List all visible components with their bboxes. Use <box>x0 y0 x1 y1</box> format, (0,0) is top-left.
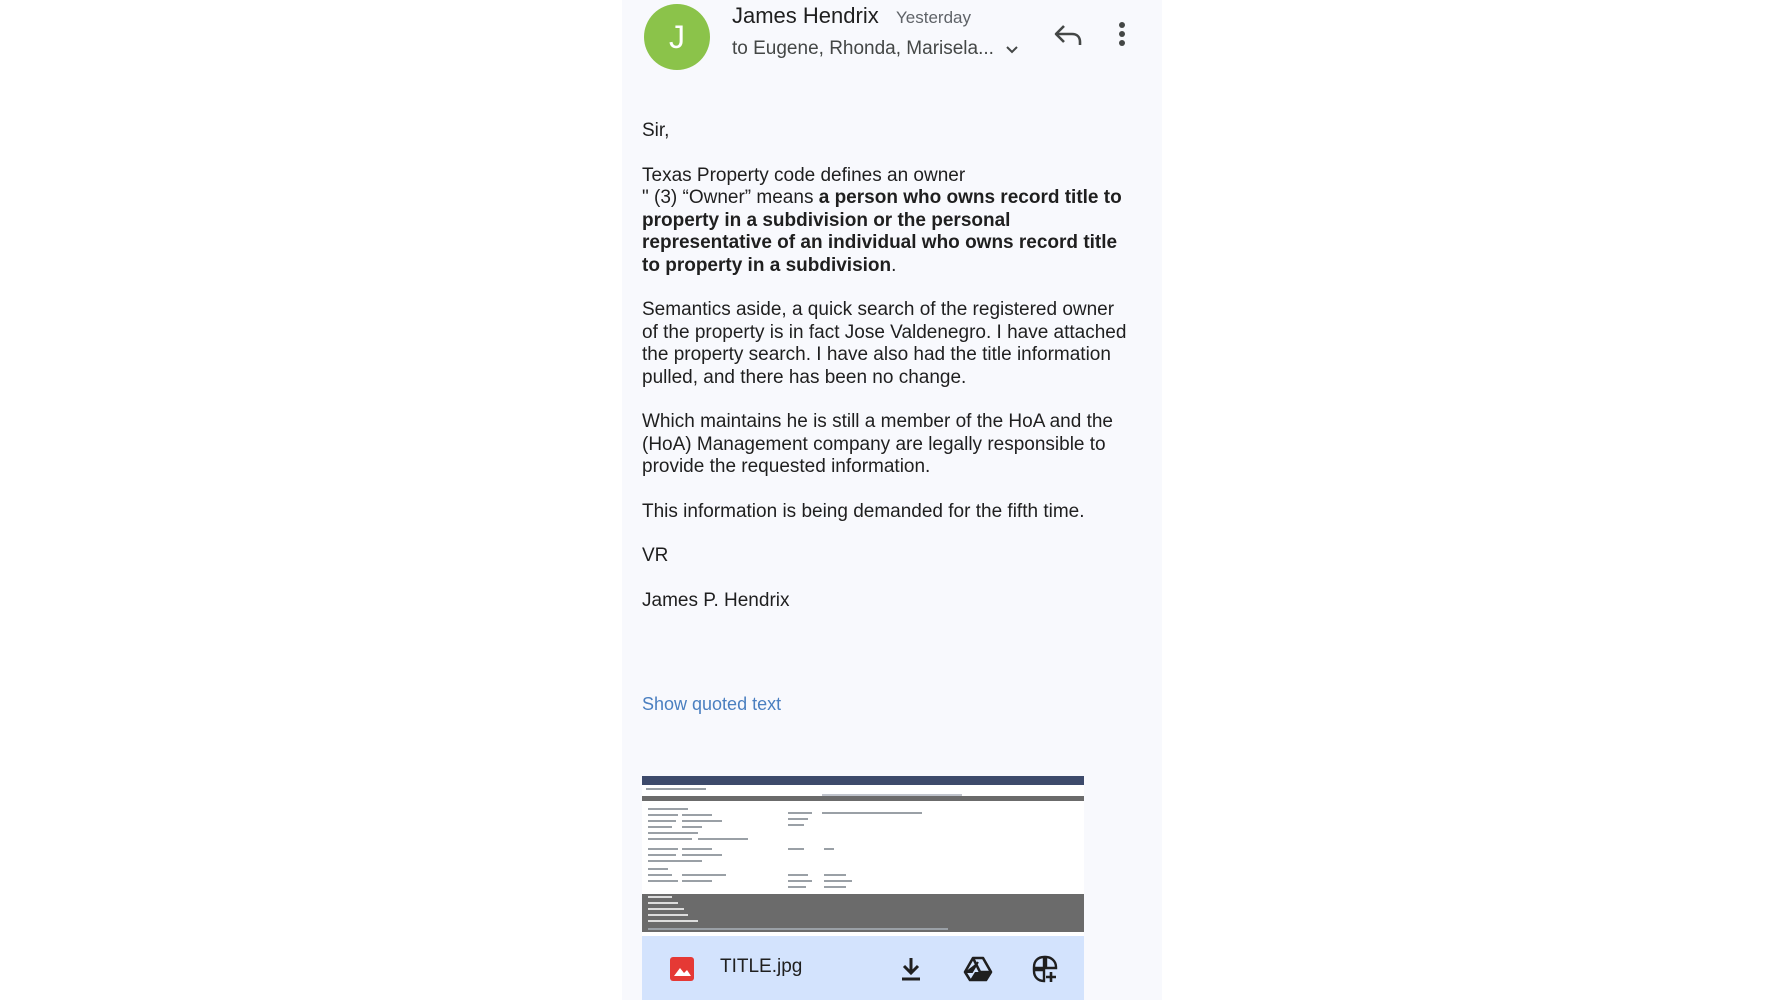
attachment-filename: TITLE.jpg <box>720 956 803 977</box>
paragraph-semantics: Semantics aside, a quick search of the registered owner of the property is in fact Jose Valdenegro. I have attached the property search. I have also had the title information pulled, and there has been no change. <box>642 299 1127 388</box>
add-to-photos-icon[interactable] <box>1030 954 1060 984</box>
quote-prefix: " (3) “Owner” means <box>642 187 819 208</box>
message-body <box>642 120 1132 634</box>
attachment-footer <box>642 936 1084 1000</box>
paragraph-demand: This information is being demanded for the fifth time. <box>642 500 1085 522</box>
message-date: Yesterday <box>896 8 971 27</box>
save-to-drive-icon[interactable] <box>963 954 993 984</box>
closing: VR <box>642 545 669 566</box>
show-quoted-text-link[interactable]: Show quoted text <box>642 694 782 714</box>
signature: James P. Hendrix <box>642 589 790 611</box>
recipients-text: to Eugene, Rhonda, Marisela... <box>732 38 994 59</box>
avatar[interactable] <box>644 4 710 70</box>
chevron-down-icon <box>1004 41 1020 57</box>
quote-suffix: . <box>891 254 897 276</box>
attachment-card[interactable] <box>642 776 1084 1000</box>
reply-icon[interactable] <box>1052 18 1084 50</box>
more-vert-icon[interactable] <box>1110 18 1134 50</box>
email-panel <box>622 0 1162 1000</box>
sender-name[interactable]: James Hendrix <box>732 3 879 28</box>
greeting: Sir, <box>642 120 670 141</box>
paragraph-line: Texas Property code defines an owner <box>642 164 966 186</box>
avatar-letter: J <box>669 18 685 55</box>
paragraph-membership: Which maintains he is still a member of the HoA and the (HoA) Management company are legally responsible to provide the requested information. <box>642 411 1114 477</box>
image-file-icon <box>670 957 694 981</box>
attachment-thumbnail[interactable] <box>642 776 1084 936</box>
paragraph-owner-definition <box>642 165 1132 278</box>
quote-bold: a person who owns record title to property in a subdivision or the personal representative of an individual who owns record title to property in a subdivision <box>642 187 1122 276</box>
download-icon[interactable] <box>896 954 926 984</box>
recipients-toggle[interactable] <box>732 38 1020 60</box>
